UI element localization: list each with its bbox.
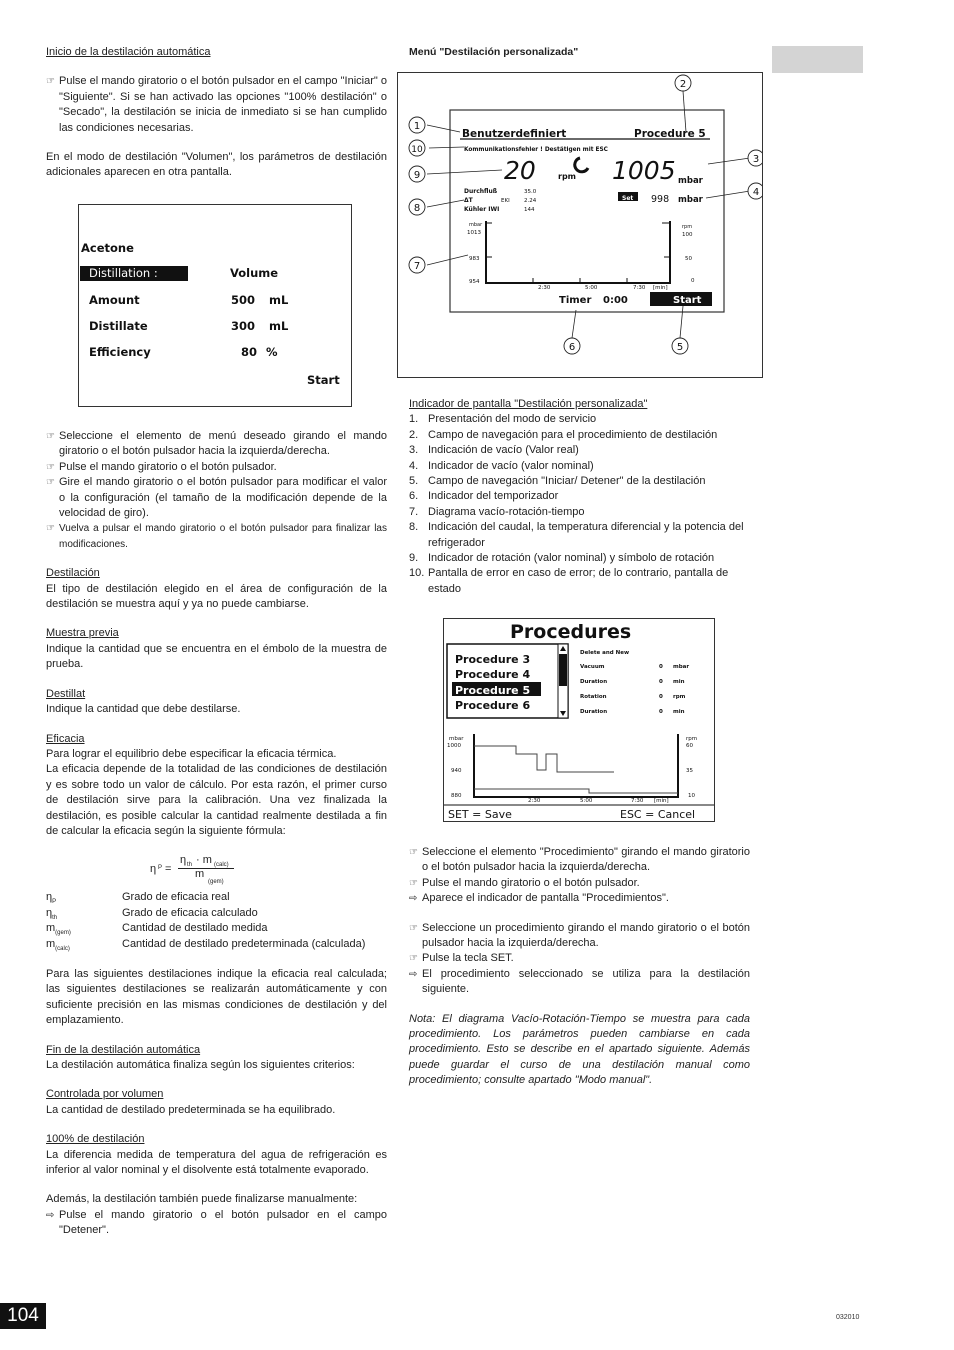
- param-label: Duration: [580, 709, 608, 715]
- legend-number: 8.: [409, 521, 419, 534]
- param-unit: min: [673, 679, 685, 685]
- hand-icon: ☞: [46, 523, 55, 535]
- left-column-lower: [46, 429, 387, 839]
- heading-inicio: Inicio de la destilación automática: [46, 46, 211, 58]
- callout-number: 8: [413, 203, 421, 214]
- screen2-y-left-tick: 954: [469, 279, 480, 285]
- screen1-start-button[interactable]: Start: [307, 373, 340, 387]
- formula-fraction-line: [178, 868, 234, 869]
- param-label: Rotation: [580, 694, 607, 700]
- glossary-text: Cantidad de destilado predeterminada (calculada): [122, 938, 366, 950]
- screen2-title: Benutzerdefiniert: [462, 128, 567, 140]
- glossary-symbol: $\eta_P$: [46, 891, 57, 906]
- right-column-bottom: [409, 845, 750, 1089]
- legend-item: [409, 505, 750, 520]
- callout-number: 7: [413, 261, 421, 272]
- para-eficacia-2: La eficacia depende de la totalidad de las condiciones de destilación y es sobre todo un valor de cálculo. Por esta razón, el primer curso de destilación sirve para la calibración. Una vez finalizada la destilación, es posible calcular la cantidad realmente destilada a fin de calcular la eficacia según la siguiente fórmula:: [46, 763, 387, 837]
- legend-item: [409, 566, 750, 597]
- screen1-title: Acetone: [81, 241, 134, 255]
- save-hint[interactable]: SET = Save: [448, 808, 512, 821]
- para-controlada: La cantidad de destilado predeterminada se ha equilibrado.: [46, 1103, 336, 1116]
- callout-number: 10: [411, 145, 423, 155]
- step-detener: ⇨ Pulse el mando giratorio o el botón pulsador en el campo "Detener".: [46, 1208, 387, 1237]
- chart-unit: [min]: [654, 798, 669, 804]
- procedure-item[interactable]: Procedure 6: [455, 699, 531, 712]
- procedures-vacuum-curve: [474, 746, 614, 772]
- para-eficacia-1: Para lograr el equilibrio debe especificar la eficacia térmica.: [46, 747, 337, 760]
- step-item: ☞ Gire el mando giratorio o el botón pulsador para modificar el valor o la configuración (el tamaño de la modificación depende de la velocidad de giro).: [46, 476, 387, 520]
- step-inicio-text: Pulse el mando giratorio o el botón pulsador en el campo "Iniciar" o "Siguiente". Si se han activado las opciones "100% destilación" o "Secado", la destilación se inicia de inmediato si se han cumplido las condiciones necesarias.: [59, 75, 387, 134]
- chart-tick: 1000: [447, 743, 461, 749]
- efficiency-formula: [150, 853, 250, 889]
- hand-icon: ☞: [46, 76, 55, 88]
- callout-number: 2: [679, 79, 687, 90]
- legend-number: 1.: [409, 413, 419, 426]
- screen1-row-label[interactable]: Distillate: [89, 319, 148, 333]
- chart-tick: 35: [686, 768, 693, 774]
- legend-number: 2.: [409, 428, 419, 441]
- screen2-info-label: ΔT: [464, 197, 473, 204]
- screen2-set-label: Set: [622, 195, 634, 202]
- legend-list: [409, 412, 750, 597]
- legend-number: 3.: [409, 444, 419, 457]
- param-label: Duration: [580, 679, 608, 685]
- screen2-info-mid: EKI: [501, 198, 510, 204]
- screen2-timer-value: 0:00: [603, 295, 628, 306]
- callout-number: 6: [568, 342, 576, 353]
- chart-unit: mbar: [449, 736, 464, 742]
- param-unit: mbar: [673, 664, 690, 670]
- para-siguientes: Para las siguientes destilaciones indique la eficacia real calculada; las siguientes destilaciones se realizarán automáticamente y con suficiente precisión en las mismas condiciones de destilación y del emplazamiento.: [46, 968, 387, 1027]
- heading-100: 100% de destilación: [46, 1133, 145, 1146]
- procedure-item-selected[interactable]: Procedure 5: [455, 684, 531, 697]
- screen2-x-tick: 5:00: [585, 285, 598, 291]
- screen1-row-unit: mL: [269, 293, 289, 307]
- chart-tick: 2:30: [528, 798, 541, 804]
- procedures-screen: [443, 618, 715, 822]
- screen1-row-label[interactable]: Distillation :: [89, 266, 158, 280]
- section-tab: [772, 46, 863, 73]
- legend-block: [409, 397, 750, 597]
- legend-text: Indicador de rotación (valor nominal) y símbolo de rotación: [428, 552, 715, 565]
- legend-item: [409, 520, 750, 551]
- legend-text: Indicación de vacío (Valor real): [428, 444, 579, 457]
- step-item: ☞ Pulse la tecla SET.: [409, 951, 750, 966]
- step-item: ☞ Pulse el mando giratorio o el botón pulsador.: [409, 876, 750, 891]
- arrow-icon: ⇨: [409, 893, 418, 905]
- page-number: 104: [0, 1303, 46, 1329]
- para-volumen: En el modo de destilación "Volumen", los parámetros de destilación adicionales aparecen en otra pantalla.: [46, 151, 387, 179]
- formula-denominator: m: [195, 868, 205, 880]
- callout-number: 4: [752, 187, 760, 198]
- procedure-item[interactable]: Procedure 4: [455, 668, 531, 681]
- formula-dot: · m: [196, 854, 212, 866]
- hand-icon: ☞: [46, 477, 55, 489]
- arrow-icon: ⇨: [46, 1209, 55, 1221]
- screen1-row-value: 300: [231, 319, 256, 333]
- glossary-text: Grado de eficacia real: [122, 891, 230, 903]
- screen2-procedure: Procedure 5: [634, 128, 706, 140]
- legend-number: 7.: [409, 505, 419, 518]
- legend-text: Campo de navegación para el procedimiento de destilación: [428, 428, 718, 441]
- screen2-info-label: Kühler IWI: [464, 206, 500, 213]
- chart-tick: 940: [451, 768, 462, 774]
- screen2-info-value: 144: [524, 207, 535, 213]
- screen1-row-unit: mL: [269, 319, 289, 333]
- screen1-row-value: 80: [241, 345, 258, 359]
- screen1-row-label[interactable]: Amount: [89, 293, 140, 307]
- formula-num-sub2: (calc): [214, 862, 229, 868]
- hand-icon: ☞: [46, 461, 55, 473]
- param-value: 0: [659, 679, 663, 685]
- glossary-text: Grado de eficacia calculado: [122, 907, 258, 919]
- param-label: Delete and New: [580, 650, 630, 656]
- screen1-row-value: 500: [231, 293, 256, 307]
- arrow-icon: ⇨: [409, 968, 418, 980]
- callout-number: 1: [413, 121, 421, 132]
- screen2-x-unit: [min]: [653, 285, 668, 291]
- screen2-set-value: 998: [651, 194, 670, 205]
- callout-number: 3: [752, 154, 760, 165]
- para-fin: La destilación automática finaliza según los siguientes criterios:: [46, 1059, 355, 1072]
- screen2-info-value: 35.0: [524, 189, 537, 195]
- procedures-title: Procedures: [510, 621, 632, 643]
- para-100: La diferencia medida de temperatura del agua de refrigeración es inferior al valor nominal y el disolvente está totalmente evaporado.: [46, 1148, 387, 1177]
- chart-tick: 880: [451, 793, 462, 799]
- heading-indicador: Indicador de pantalla "Destilación personalizada": [409, 398, 648, 410]
- legend-item: [409, 459, 750, 474]
- document-code: 032010: [836, 1314, 860, 1321]
- screen2-x-tick: 2:30: [538, 285, 551, 291]
- scrollbar-thumb: [559, 654, 567, 686]
- screen2-y-right-tick: 0: [691, 278, 695, 284]
- screen2-y-left-unit: mbar: [469, 222, 483, 228]
- step-inicio: [46, 74, 387, 136]
- glossary-symbol: $m_{(gem)}$: [46, 922, 71, 937]
- procedures-svg: [444, 619, 714, 821]
- step-item: ☞ Pulse el mando giratorio o el botón pulsador.: [46, 460, 387, 475]
- legend-number: 10.: [409, 567, 425, 580]
- custom-distillation-svg: [398, 73, 762, 377]
- hand-icon: ☞: [46, 431, 55, 442]
- param-unit: min: [673, 709, 685, 715]
- volume-screen: [78, 204, 352, 407]
- legend-item: [409, 551, 750, 566]
- formula-num-sub: th: [187, 862, 193, 868]
- callout-number: 9: [413, 170, 421, 181]
- procedures-chart-axes: [474, 734, 678, 797]
- screen2-y-right-tick: 50: [685, 256, 692, 262]
- param-value: 0: [659, 694, 663, 700]
- legend-text: Pantalla de error en caso de error; de lo contrario, pantalla de estado: [428, 567, 729, 595]
- procedure-item[interactable]: Procedure 3: [455, 653, 531, 666]
- formula-numerator: η: [180, 854, 187, 866]
- left-column: [46, 45, 387, 181]
- step-item: ☞ Seleccione el elemento de menú deseado girando el mando giratorio o el botón pulsador hacia la izquierda/derecha.: [46, 430, 387, 458]
- screen2-info-value: 2.24: [524, 198, 537, 204]
- legend-number: 9.: [409, 552, 419, 565]
- legend-text: Indicación del caudal, la temperatura diferencial y la potencia del refrigerador: [428, 521, 744, 549]
- chart-tick: 7:30: [631, 798, 644, 804]
- formula-den-sub: (gem): [208, 879, 224, 885]
- step-item: ☞ Seleccione un procedimiento girando el mando giratorio o el botón pulsador hacia la izquierda/derecha.: [409, 921, 750, 950]
- legend-text: Diagrama vacío-rotación-tiempo: [428, 505, 585, 518]
- legend-number: 5.: [409, 475, 419, 488]
- glossary-symbol: $m_{(calc)}$: [46, 938, 70, 953]
- screen2-mbar-value: 1005: [612, 156, 676, 185]
- screen1-row-value: Volume: [230, 266, 279, 280]
- heading-controlada: Controlada por volumen: [46, 1088, 164, 1101]
- hand-icon: ☞: [409, 922, 418, 934]
- chart-unit: rpm: [686, 736, 698, 742]
- para-ademas: Además, la destilación también puede finalizarse manualmente:: [46, 1193, 358, 1206]
- step-item: ⇨ El procedimiento seleccionado se utiliza para la destilación siguiente.: [409, 967, 750, 996]
- legend-item: [409, 443, 750, 458]
- legend-text: Presentación del modo de servicio: [428, 413, 597, 426]
- heading-muestra: Muestra previa: [46, 627, 119, 640]
- heading-eficacia: Eficacia: [46, 732, 85, 745]
- legend-text: Indicador del temporizador: [428, 490, 559, 503]
- hand-icon: ☞: [409, 953, 418, 965]
- glossary-symbol: $\eta_{th}$: [46, 907, 58, 922]
- screen2-y-right-unit: rpm: [682, 224, 693, 230]
- screen1-row-label[interactable]: Efficiency: [89, 345, 151, 359]
- screen2-info-label: Durchfluß: [464, 188, 498, 195]
- para-destilacion: El tipo de destilación elegido en el área de configuración de la destilación se muestra aquí y ya no puede cambiarse.: [46, 582, 387, 611]
- param-label: Vacuum: [580, 664, 605, 670]
- legend-text: Indicador de vacío (valor nominal): [428, 459, 594, 472]
- legend-text: Campo de navegación "Iniciar/ Detener" de la destilación: [428, 475, 706, 488]
- screen2-error-line: Kommunikationsfehler ! Destätigen mit ESC: [464, 147, 608, 153]
- heading-menu: Menú "Destilación personalizada": [409, 46, 579, 58]
- callout-leader: [572, 310, 576, 338]
- step-item: ☞ Vuelva a pulsar el mando giratorio o el botón pulsador para finalizar las modificaciones.: [46, 523, 387, 550]
- callout-number: 5: [676, 342, 684, 353]
- param-value: 0: [659, 664, 663, 670]
- procedures-rotation-curve: [474, 789, 678, 793]
- para-muestra: Indique la cantidad que se encuentra en el émbolo de la muestra de prueba.: [46, 642, 387, 671]
- note-text: Nota: El diagrama Vacío-Rotación-Tiempo se muestra para cada procedimiento. Los parámetros pueden cambiarse en cada procedimiento. Esto se describe en el apartado siguiente. Además puede guardar el curso de una destilación manual como procedimiento; consulte apartado "Modo manual".: [409, 1012, 750, 1087]
- legend-number: 6.: [409, 490, 419, 503]
- step-item: ⇨ Aparece el indicador de pantalla "Procedimientos".: [409, 891, 750, 906]
- legend-item: [409, 412, 750, 427]
- formula-lhs-sub: P: [158, 865, 163, 871]
- heading-destillat: Destillat: [46, 687, 86, 700]
- screen2-rpm-value: 20: [504, 156, 536, 185]
- custom-distillation-figure: [397, 72, 763, 378]
- screen2-rpm-unit: rpm: [558, 172, 577, 181]
- legend-item: [409, 489, 750, 504]
- screen2-y-left-tick: 1013: [467, 230, 481, 236]
- screen1-row-unit: %: [266, 345, 278, 359]
- legend-item: [409, 428, 750, 443]
- legend-item: [409, 474, 750, 489]
- screen2-mbar-unit: mbar: [678, 176, 703, 186]
- heading-fin: Fin de la destilación automática: [46, 1043, 201, 1056]
- param-unit: rpm: [673, 694, 686, 700]
- legend-number: 4.: [409, 459, 419, 472]
- left-column-bottom: [46, 967, 387, 1239]
- chart-tick: 60: [686, 743, 693, 749]
- formula-glossary: [46, 890, 387, 954]
- formula-equals: =: [165, 863, 172, 875]
- step-item: ☞ Seleccione el elemento "Procedimiento" girando el mando giratorio o el botón pulsador hacia la izquierda/derecha.: [409, 846, 750, 874]
- param-value: 0: [659, 709, 663, 715]
- screen2-start-button[interactable]: Start: [673, 295, 702, 306]
- cancel-hint[interactable]: ESC = Cancel: [620, 808, 696, 821]
- screen2-timer-label: Timer: [559, 295, 592, 306]
- chart-tick: 10: [688, 793, 695, 799]
- screen2-x-tick: 7:30: [633, 285, 646, 291]
- formula-lhs: η: [150, 863, 157, 875]
- screen2-set-unit: mbar: [678, 195, 703, 205]
- screen2-y-right-tick: 100: [682, 232, 693, 238]
- hand-icon: ☞: [409, 877, 418, 889]
- heading-destilacion: Destilación: [46, 567, 100, 580]
- glossary-text: Cantidad de destilado medida: [122, 922, 268, 934]
- hand-icon: ☞: [409, 847, 418, 858]
- screen2-y-left-tick: 983: [469, 256, 480, 262]
- chart-tick: 5:00: [580, 798, 593, 804]
- para-destillat: Indique la cantidad que debe destilarse.: [46, 703, 241, 716]
